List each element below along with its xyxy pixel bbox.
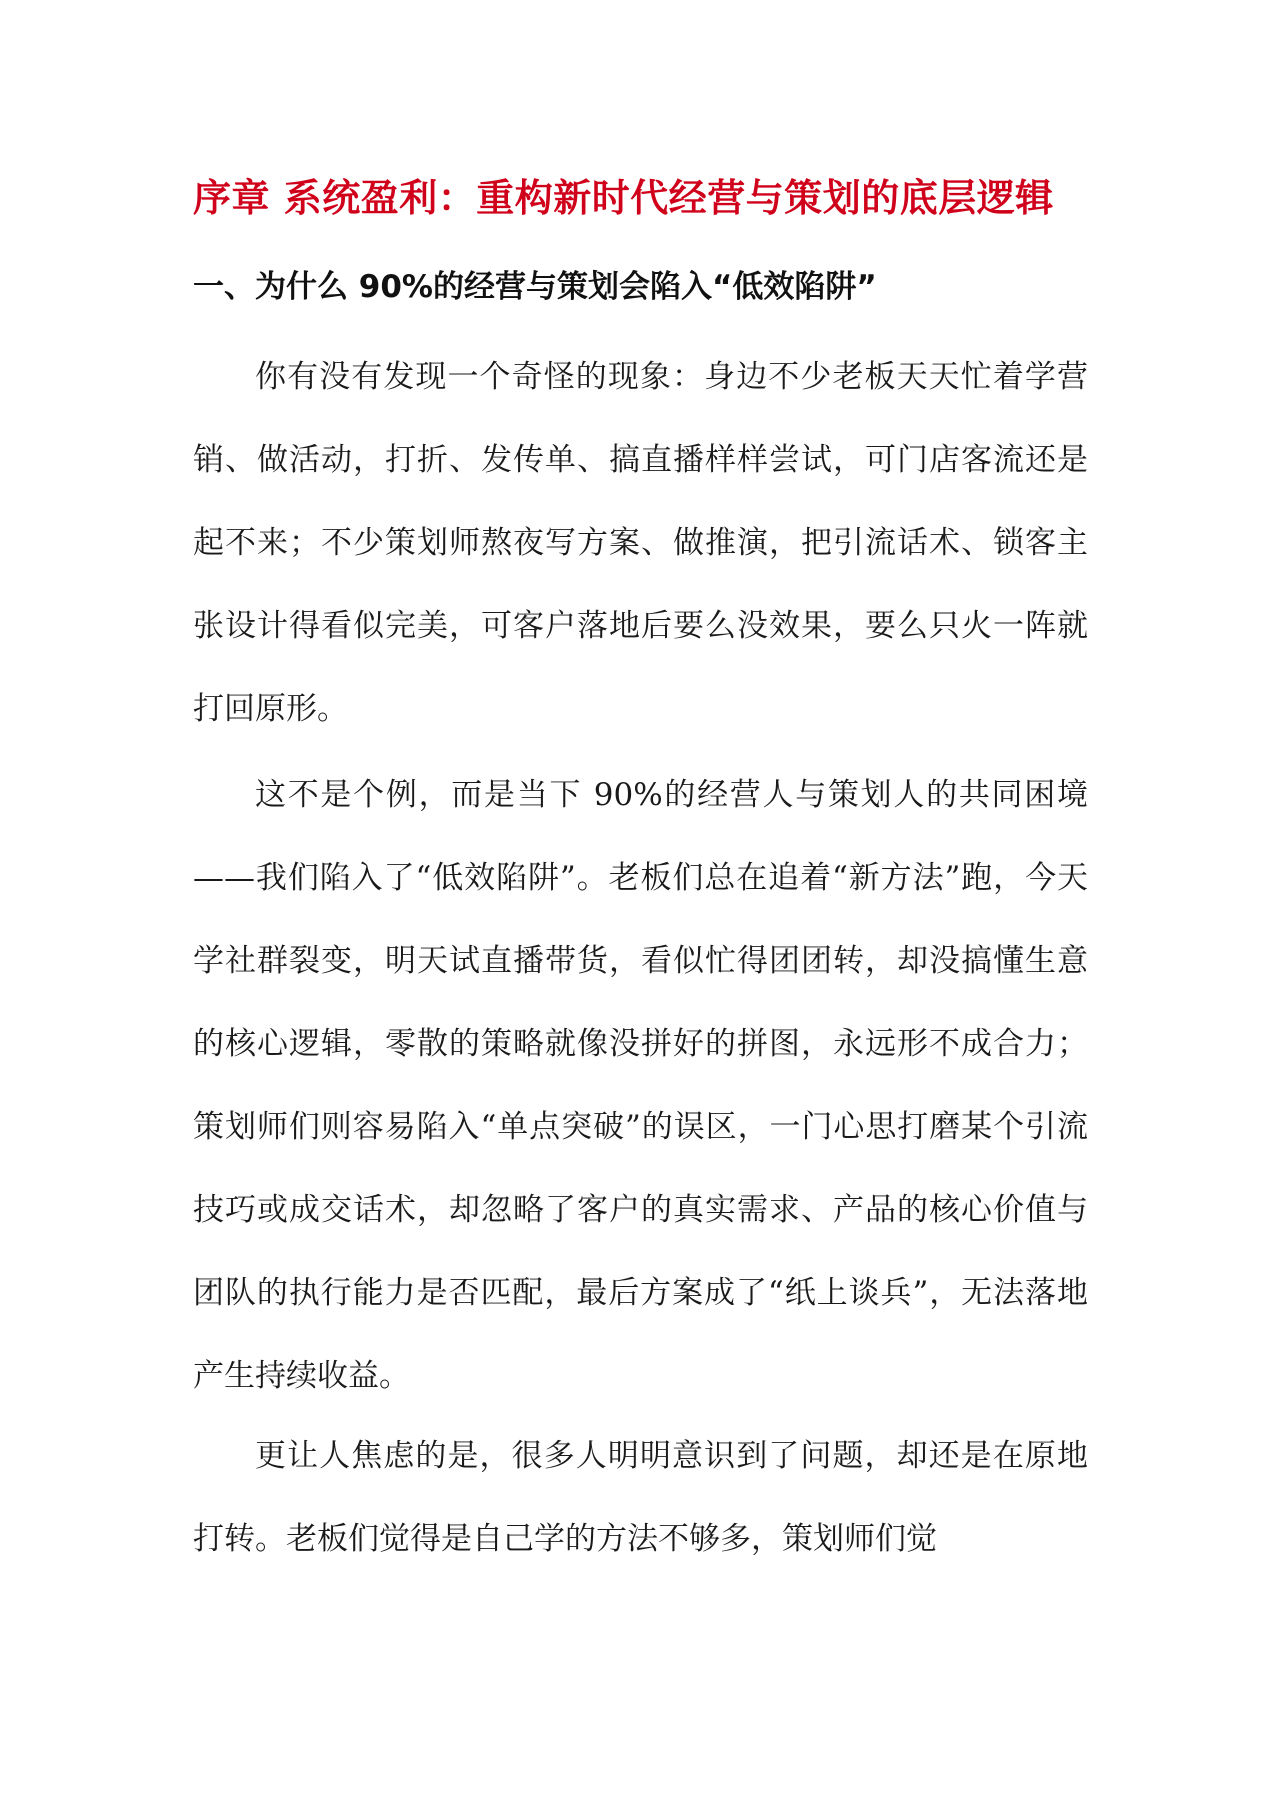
paragraph-2: 这不是个例，而是当下 90%的经营人与策划人的共同困境——我们陷入了“低效陷阱”。老板们总在追着“新方法”跑，今天学社群裂变，明天试直播带货，看似忙得团团转，却没搞懂生意的核心逻辑，零散的策略就像没拼好的拼图，永远形不成合力；策划师们则容易陷入“单点突破”的误区，一门心思打磨某个引流技巧或成交话术，却忽略了客户的真实需求、产品的核心价值与团队的执行能力是否匹配，最后方案成了“纸上谈兵”，无法落地产生持续收益。 xyxy=(193,777,1088,1394)
chapter-title: 序章 系统盈利：重构新时代经营与策划的底层逻辑 xyxy=(193,175,1054,220)
paragraph-3: 更让人焦虑的是，很多人明明意识到了问题，却还是在原地打转。老板们觉得是自己学的方法不够多，策划师们觉 xyxy=(193,1438,1088,1557)
body-text-2 xyxy=(193,754,1088,1418)
body-text-3 xyxy=(193,1415,1088,1581)
paragraph-1: 你有没有发现一个奇怪的现象：身边不少老板天天忙着学营销、做活动，打折、发传单、搞直播样样尝试，可门店客流还是起不来；不少策划师熬夜写方案、做推演，把引流话术、锁客主张设计得看似完美，可客户落地后要么没效果，要么只火一阵就打回原形。 xyxy=(193,359,1088,727)
section-title: 一、为什么 90%的经营与策划会陷入“低效陷阱” xyxy=(193,269,877,305)
body-text xyxy=(193,336,1088,751)
